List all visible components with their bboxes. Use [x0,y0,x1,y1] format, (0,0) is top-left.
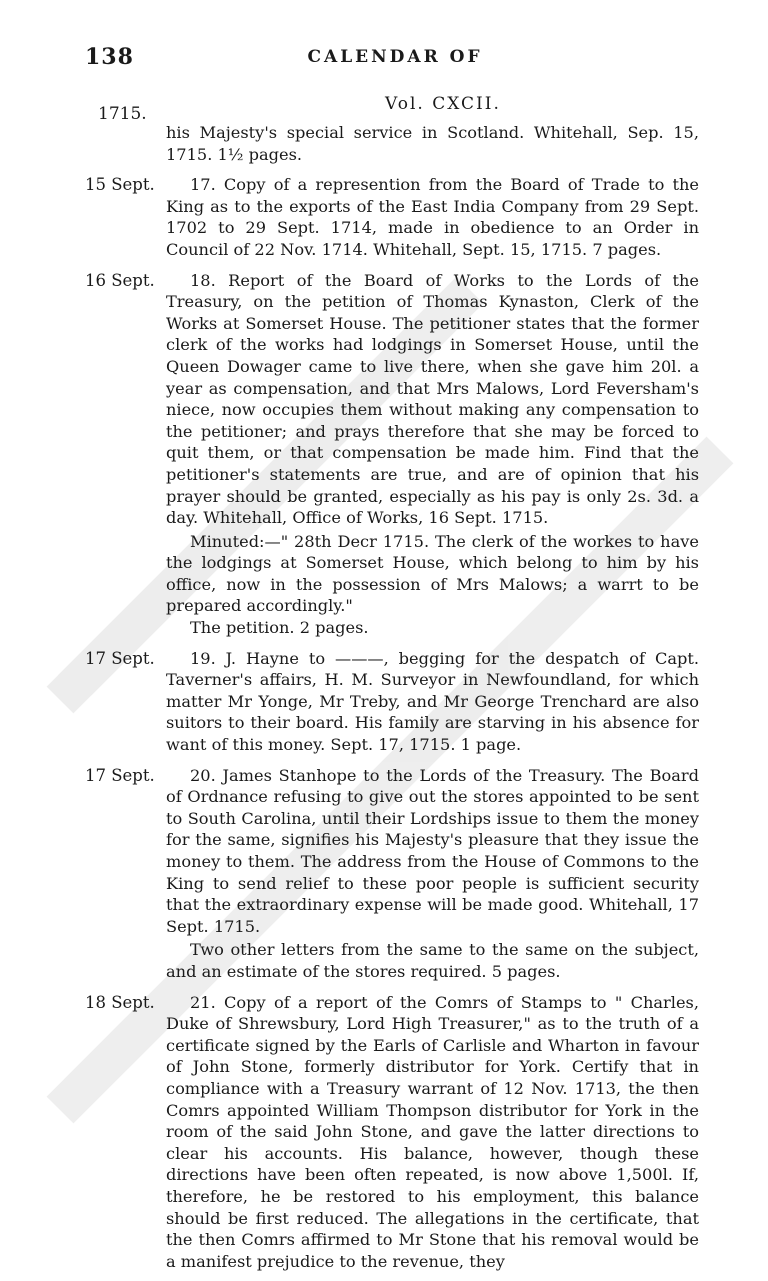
entry-text-block [166,270,699,639]
calendar-entry [85,122,705,165]
entry-minute: Minuted:—" 28th Decr 1715. The clerk of the workes to have the lodgings at Somerset House, which belong to him by his office, now in the possession of Mrs Malows; a warrt to be prepared accordingly." [166,531,699,616]
entry-date: 18 Sept. [85,992,155,1012]
entry-date: 17 Sept. [85,765,155,785]
entry-text: 20. James Stanhope to the Lords of the Treasury. The Board of Ordnance refusing to give out the stores appointed to be sent to South Carolina, until their Lordships issue to them the money for the same, signifies his Majesty's pleasure that they issue the money to them. The address from the House of Commons to the King to send relief to these poor people is sufficient security that the extraordinary expense will be made good. Whitehall, 17 Sept. 1715. [166,765,699,936]
calendar-entry [85,765,705,983]
entry-text-block [166,648,699,756]
entry-text-block [166,765,699,983]
calendar-entry [85,992,705,1273]
page-number: 138 [85,44,134,70]
entry-text: 21. Copy of a report of the Comrs of Stamps to " Charles, Duke of Shrewsbury, Lord High Treasurer," as to the truth of a certificate signed by the Earls of Carlisle and Wharton in favour of John Stone, formerly distributor for York. Certify that in compliance with a Treasury warrant of 12 Nov. 1713, the then Comrs appointed William Thompson distributor for York in the room of the said John Stone, and gave the latter directions to clear his accounts. His balance, however, though these directions have been often repeated, is now above 1,500l. If, therefore, he be restored to his employment, this balance should be first reduced. The allegations in the certificate, that the then Comrs affirmed to Mr Stone that his removal would be a manifest prejudice to the revenue, they [166,992,699,1271]
entry-date: 15 Sept. [85,175,155,195]
running-title: CALENDAR OF [307,47,483,67]
year-label: 1715. [98,104,147,124]
entry-text-block [166,174,699,260]
entry-text: 17. Copy of a represention from the Board of Trade to the King as to the exports of the East India Company from 29 Sept. 1702 to 29 Sept. 1714, made in obedience to an Order in Council of 22 Nov. 1714. Whitehall, Sept. 15, 1715. 7 pages. [166,175,699,259]
calendar-entries [85,122,705,1281]
calendar-entry [85,270,705,639]
entry-text: 18. Report of the Board of Works to the Lords of the Treasury, on the petition of Thomas Kynaston, Clerk of the Works at Somerset House. The petitioner states that the former clerk of the works had lodgings in Somerset House, until the Queen Dowager came to live there, when she gave him 20l. a year as compensation, and that Mrs Malows, Lord Feversham's niece, now occupies them without making any compensation to the petitioner; and prays therefore that she may be forced to quit them, or that compensation be made him. Find that the petitioner's statements are true, and are of opinion that his prayer should be granted, especially as his pay is only 2s. 3d. a day. Whitehall, Office of Works, 16 Sept. 1715. [166,270,699,528]
page-header [85,44,705,74]
entry-text: 19. J. Hayne to ———, begging for the despatch of Capt. Taverner's affairs, H. M. Surveyor in Newfoundland, for which matter Mr Yonge, Mr Treby, and Mr George Trenchard are also suitors to their board. His family are starving in his absence for want of this money. Sept. 17, 1715. 1 page. [166,648,699,755]
entry-text-block [166,992,699,1273]
entry-date: 17 Sept. [85,648,155,668]
entry-enclosure: Two other letters from the same to the same on the subject, and an estimate of the stores required. 5 pages. [166,940,699,981]
entry-text: his Majesty's special service in Scotland. Whitehall, Sep. 15, 1715. 1½ pages. [166,123,699,164]
calendar-entry [85,648,705,756]
entry-enclosure: The petition. 2 pages. [190,618,369,638]
volume-label: Vol. CXCII. [385,94,501,114]
entry-text-block [166,122,699,165]
calendar-entry [85,174,705,260]
entry-date: 16 Sept. [85,270,155,290]
meta-row [85,94,705,122]
